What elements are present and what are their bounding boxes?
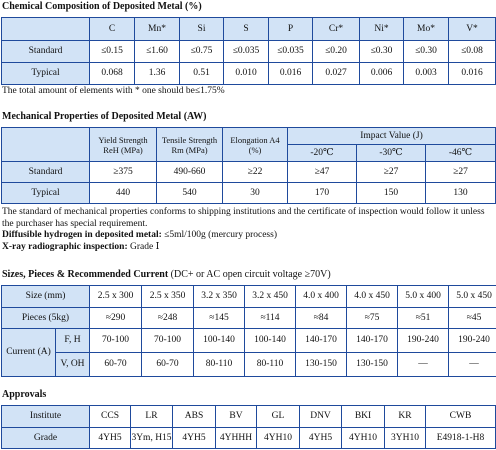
chem-note: The total amount of elements with * one should be≤1.75% — [2, 86, 225, 96]
fh-cell: 70-100 — [142, 329, 194, 353]
chem-header-v: V* — [449, 18, 496, 41]
hydrogen-line — [2, 230, 494, 242]
voh-cell: — — [398, 353, 449, 377]
fh-cell: 100-140 — [194, 329, 245, 353]
pieces-cell: ≈145 — [194, 308, 245, 329]
mech-header-temp: -20℃ — [288, 145, 357, 162]
pieces-cell: ≈75 — [347, 308, 398, 329]
grade-cell: 4YHHH — [216, 428, 257, 449]
size-cell: 3.2 x 350 — [194, 286, 245, 308]
chem-cell: 0.016 — [449, 63, 496, 85]
chem-header-p: P — [269, 18, 313, 41]
sizes-title: Sizes, Pieces & Recommended Current — [2, 269, 169, 280]
chemical-composition-table — [1, 17, 496, 85]
grade-cell: 3Ym, H15 — [131, 428, 173, 449]
institute-label: Institute — [2, 406, 90, 428]
voh-label: V, OH — [56, 353, 90, 377]
chem-header-c: C — [90, 18, 135, 41]
institute-cell: GL — [257, 406, 300, 428]
size-cell: 3.2 x 450 — [245, 286, 296, 308]
grade-cell: 4YH10 — [342, 428, 385, 449]
approvals-title: Approvals — [2, 389, 47, 400]
size-cell: 2.5 x 350 — [142, 286, 194, 308]
chem-cell: ≤0.035 — [224, 41, 269, 63]
mech-cell: 30 — [223, 183, 288, 204]
grade-cell: 4YH5 — [90, 428, 131, 449]
grade-cell: 4YH10 — [257, 428, 300, 449]
pieces-cell: ≈290 — [90, 308, 142, 329]
size-cell: 5.0 x 400 — [398, 286, 449, 308]
institute-cell: KR — [385, 406, 426, 428]
chem-cell: ≤0.30 — [360, 41, 404, 63]
chem-cell: 0.51 — [180, 63, 224, 85]
chem-row-label-typical: Typical — [2, 63, 90, 85]
chem-cell: 1.36 — [135, 63, 180, 85]
mech-cell: ≥375 — [90, 162, 157, 183]
mech-cell: 170 — [288, 183, 357, 204]
size-cell: 2.5 x 300 — [90, 286, 142, 308]
mech-header-tensile: Tensile Strength Rm (MPa) — [157, 128, 223, 162]
grade-label: Grade — [2, 428, 90, 449]
mech-header-elongation: Elongation A4 (%) — [223, 128, 288, 162]
chem-cell: ≤0.08 — [449, 41, 496, 63]
mech-cell: 440 — [90, 183, 157, 204]
fh-cell: 190-240 — [398, 329, 449, 353]
chem-header-ni: Ni* — [360, 18, 404, 41]
chem-row-label-standard: Standard — [2, 41, 90, 63]
mech-cell: ≥27 — [426, 162, 496, 183]
mech-row-label-standard: Standard — [2, 162, 90, 183]
pieces-cell: ≈114 — [245, 308, 296, 329]
mech-cell: 490-660 — [157, 162, 223, 183]
voh-cell: 60-70 — [142, 353, 194, 377]
fh-label: F, H — [56, 329, 90, 353]
grade-cell: 4YH5 — [173, 428, 216, 449]
size-cell: 4.0 x 400 — [296, 286, 347, 308]
size-cell: 4.0 x 450 — [347, 286, 398, 308]
mech-row-label-typical: Typical — [2, 183, 90, 204]
size-cell: 5.0 x 450 — [449, 286, 496, 308]
mech-cell: 150 — [357, 183, 426, 204]
voh-cell: 80-110 — [245, 353, 296, 377]
institute-cell: LR — [131, 406, 173, 428]
approvals-table — [1, 405, 496, 449]
sizes-title-suffix: (DC+ or AC open circuit voltage ≥70V) — [168, 269, 331, 280]
pieces-cell: ≈84 — [296, 308, 347, 329]
voh-cell: — — [449, 353, 496, 377]
institute-cell: ABS — [173, 406, 216, 428]
xray-line — [2, 242, 494, 254]
pieces-cell: ≈45 — [449, 308, 496, 329]
current-label: Current (A) — [2, 329, 56, 377]
chem-cell: 0.003 — [404, 63, 449, 85]
chem-cell: 0.068 — [90, 63, 135, 85]
fh-cell: 190-240 — [449, 329, 496, 353]
mechanical-properties-table — [1, 127, 496, 204]
chem-cell: ≤1.60 — [135, 41, 180, 63]
institute-cell: CCS — [90, 406, 131, 428]
fh-cell: 140-170 — [347, 329, 398, 353]
chem-header-blank — [2, 18, 90, 41]
chem-header-si: Si — [180, 18, 224, 41]
chem-header-mo: Mo* — [404, 18, 449, 41]
mech-header-temp: -46℃ — [426, 145, 496, 162]
pieces-cell: ≈51 — [398, 308, 449, 329]
mech-header-temp: -30℃ — [357, 145, 426, 162]
xray-value: Grade Ⅰ — [127, 241, 160, 252]
pieces-cell: ≈248 — [142, 308, 194, 329]
chem-cell: 0.016 — [269, 63, 313, 85]
hydrogen-value: ≤5ml/100g (mercury process) — [161, 230, 277, 240]
chem-cell: ≤0.75 — [180, 41, 224, 63]
chem-cell: ≤0.20 — [313, 41, 360, 63]
size-label: Size (mm) — [2, 286, 90, 308]
mech-cell: 540 — [157, 183, 223, 204]
voh-cell: 130-150 — [347, 353, 398, 377]
fh-cell: 100-140 — [245, 329, 296, 353]
grade-cell: E4918-1-H8 — [426, 428, 496, 449]
grade-cell: 4YH5 — [300, 428, 342, 449]
sizes-title-line — [2, 268, 331, 281]
institute-cell: CWB — [426, 406, 496, 428]
mech-header-blank — [2, 128, 90, 162]
mech-note: The standard of mechanical properties conforms to shipping institutions and the certificate of inspection would follow it unless the purchaser has special requirement. — [2, 207, 485, 229]
chem-cell: ≤0.15 — [90, 41, 135, 63]
sizes-table — [1, 285, 496, 377]
pieces-label: Pieces (5kg) — [2, 308, 90, 329]
mech-cell: ≥47 — [288, 162, 357, 183]
institute-cell: BV — [216, 406, 257, 428]
institute-cell: BKI — [342, 406, 385, 428]
chemical-composition-title: Chemical Composition of Deposited Metal (%) — [2, 1, 202, 12]
mech-header-yield: Yield Strength ReH (MPa) — [90, 128, 157, 162]
voh-cell: 80-110 — [194, 353, 245, 377]
xray-label: X-ray radiographic inspection: — [2, 241, 128, 252]
institute-cell: DNV — [300, 406, 342, 428]
chem-header-s: S — [224, 18, 269, 41]
fh-cell: 70-100 — [90, 329, 142, 353]
chem-cell: 0.006 — [360, 63, 404, 85]
mech-header-impact: Impact Value (J) — [288, 128, 496, 145]
mech-cell: 130 — [426, 183, 496, 204]
chem-cell: 0.027 — [313, 63, 360, 85]
fh-cell: 140-170 — [296, 329, 347, 353]
chem-cell: 0.010 — [224, 63, 269, 85]
mech-cell: ≥22 — [223, 162, 288, 183]
chem-cell: ≤0.30 — [404, 41, 449, 63]
grade-cell: 3YH10 — [385, 428, 426, 449]
chem-header-mn: Mn* — [135, 18, 180, 41]
hydrogen-label: Diffusible hydrogen in deposited metal: — [2, 230, 162, 240]
chem-cell: ≤0.035 — [269, 41, 313, 63]
voh-cell: 60-70 — [90, 353, 142, 377]
mechanical-properties-title: Mechanical Properties of Deposited Metal (AW) — [2, 111, 207, 122]
voh-cell: 130-150 — [296, 353, 347, 377]
mech-cell: ≥27 — [357, 162, 426, 183]
chem-header-cr: Cr* — [313, 18, 360, 41]
